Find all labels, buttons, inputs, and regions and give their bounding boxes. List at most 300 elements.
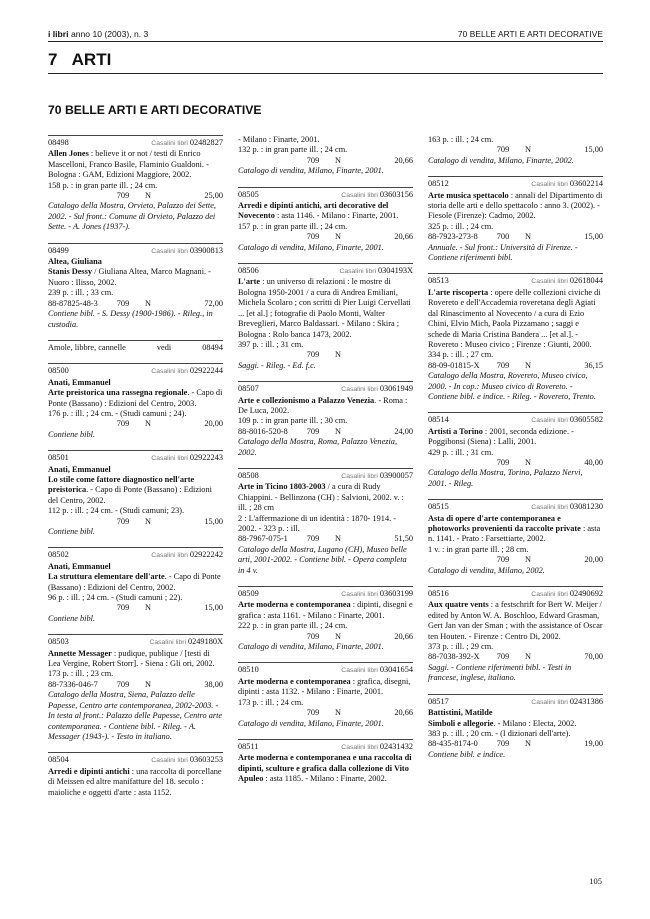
entry-text: 173 p. : ill. ; 24 cm. xyxy=(238,697,304,707)
entry-body xyxy=(238,277,413,350)
classification-line xyxy=(428,652,603,662)
casalini-label: Casalini libri xyxy=(151,757,188,765)
nationality-code: N xyxy=(335,350,341,360)
entry-body xyxy=(428,514,603,556)
entry-note: Catalogo della Mostra, Torino, Palazzo Nervi, 2001. - Rileg. xyxy=(428,468,583,488)
price: 40,00 xyxy=(584,457,603,467)
entry-body xyxy=(48,465,223,517)
entry-text: : grafica, disegni, dipinti : asta 1132. - Milano : Finarte, 2001. xyxy=(238,676,411,697)
chapter-rule xyxy=(48,73,603,74)
classification-line xyxy=(48,299,223,309)
entry-text: : una raccolta di porcellane di Meissen ed altre manifatture del 18. secolo : maioliche e oggetti d'arte : asta 1152. xyxy=(48,766,222,797)
cross-ref-vedi: vedi xyxy=(156,342,172,352)
casalini-id: 02490692 xyxy=(569,589,603,599)
entry-text: 163 p. : ill. ; 24 cm. xyxy=(428,135,494,144)
bibliographic-entry xyxy=(238,739,413,785)
entry-title: Lo stile come fattore diagnostico nell'arte preistorica xyxy=(48,474,195,495)
entry-number: 08505 xyxy=(238,189,259,199)
entry-number: 08498 xyxy=(48,138,69,147)
casalini-id: 03603253 xyxy=(189,755,223,765)
entry-number: 08501 xyxy=(48,453,69,463)
price: 20,66 xyxy=(394,155,413,165)
entry-text: : pudique, publique / [testi di Lea Vergine, Robert Storr]. - Siena : Gli ori, 2002. xyxy=(48,648,215,669)
cross-ref-term: Amole, libbre, cannelle xyxy=(48,342,126,352)
entry-text: : a festschrift for Bert W. Meijer / edited by Anton W. A. Boschloo, Edward Grasman, Gert Jan van der Sman ; with the assistance of Oscar ten Houten. - Firenze : Centro Di, 2002. xyxy=(428,600,603,641)
dewey-class: 709 xyxy=(116,603,130,613)
entry-note: Catalogo di vendita, Milano, Finarte, 2002. xyxy=(428,155,574,165)
bibliographic-entry xyxy=(48,363,223,440)
cross-ref-number: 08494 xyxy=(202,342,223,352)
price: 25,00 xyxy=(204,191,223,201)
entry-text: - Milano : Finarte, 2001. xyxy=(238,135,320,144)
isbn: 88-7923-273-8 xyxy=(428,232,478,242)
entry-header xyxy=(428,415,603,426)
bibliographic-entry xyxy=(48,547,223,624)
dewey-class: 709 xyxy=(306,232,320,242)
casalini-id: 0304193X xyxy=(377,266,413,276)
entry-text: 96 p. : ill. ; 24 cm. - (Studi camuni ; 22). xyxy=(48,593,183,603)
classification-line xyxy=(428,555,603,565)
entry-note: Catalogo della Mostra, Roma, Palazzo Venezia, 2002. xyxy=(238,437,398,457)
casalini-label: Casalini libri xyxy=(531,278,568,286)
casalini-ref xyxy=(151,366,223,377)
entry-number: 08512 xyxy=(428,179,449,189)
casalini-ref xyxy=(339,266,413,277)
entry-note: Catalogo di vendita, Milano, Finarte, 2001. xyxy=(238,166,384,176)
entry-header xyxy=(48,453,223,464)
dewey-class: 709 xyxy=(496,457,510,467)
entry-note: Contiene bibl. e indice. xyxy=(428,749,506,759)
bibliographic-entry xyxy=(428,499,603,576)
casalini-label: Casalini libri xyxy=(531,698,568,706)
dewey-class: 709 xyxy=(306,426,320,436)
entry-title: Arte musica spettacolo xyxy=(428,190,509,200)
entry-header xyxy=(48,550,223,561)
bibliographic-entry xyxy=(428,176,603,263)
casalini-ref xyxy=(341,665,413,676)
entry-title: Aux quatre vents xyxy=(428,600,489,610)
casalini-ref xyxy=(531,276,603,287)
entry-number: 08513 xyxy=(428,276,449,286)
classification-line xyxy=(428,458,603,468)
entry-text: : un universo di relazioni : le mostre di Bologna 1950-2001 / a cura di Andrea Emiliani, Michela Scolaro ; con scritti di Pier Luigi Cervellati ... [et al.] ; fotografie di Paolo Monti, Walter Breveglieri, Marco Baldassari. - Milano : Skira ; Bologna : Rolo banca 1473, 2002. xyxy=(238,277,411,339)
entry-text: 112 p. : ill. ; 24 cm. - (Studi camuni; 23). xyxy=(48,506,185,516)
classification-line xyxy=(238,156,413,166)
entry-number: 08509 xyxy=(238,589,259,599)
casalini-ref xyxy=(531,589,603,600)
dewey-class: 709 xyxy=(116,298,130,308)
casalini-label: Casalini libri xyxy=(531,591,568,599)
entry-title: Asta di opere d'arte contemporanea e photoworks provenienti da raccolte private xyxy=(428,513,581,533)
casalini-id: 03603156 xyxy=(379,189,413,199)
entry-body xyxy=(238,396,413,427)
price: 19,00 xyxy=(584,739,603,749)
nationality-code: N xyxy=(525,145,531,155)
casalini-label: Casalini libri xyxy=(149,639,187,647)
journal-info: i libri anno 10 (2003), n. 3 xyxy=(48,29,149,39)
dewey-class: 709 xyxy=(496,360,510,370)
entry-text: : dipinti, disegni e grafica : asta 1161. - Milano : Finarte, 2001. xyxy=(238,600,413,620)
entry-text: 383 p. : ill. ; 20 cm. - (I dizionari dell'arte). xyxy=(428,728,571,738)
entry-text: 325 p. : ill. ; 24 cm. xyxy=(428,221,494,231)
isbn: 88-87825-48-3 xyxy=(48,298,98,308)
dewey-class: 709 xyxy=(306,708,320,718)
price: 24,00 xyxy=(394,426,413,436)
entry-number: 08515 xyxy=(428,502,449,512)
entry-title: Anati, Emmanuel xyxy=(48,377,111,387)
bibliographic-entry xyxy=(238,263,413,371)
entry-title: Arte moderna e contemporanea e una raccolta di dipinti, sculture e grafica dalla collezione di Vito Apuleo xyxy=(238,753,412,784)
bibliographic-entry xyxy=(48,450,223,537)
entry-text: 1 v. : in gran parte ill. ; 28 cm. xyxy=(428,544,529,554)
casalini-label: Casalini libri xyxy=(341,386,378,394)
nationality-code: N xyxy=(145,516,151,526)
dewey-class: 709 xyxy=(306,350,320,360)
classification-line xyxy=(238,708,413,718)
casalini-ref xyxy=(531,415,603,426)
casalini-label: Casalini libri xyxy=(339,268,377,276)
entry-note: Saggi. - Rileg. - Ed. f.c. xyxy=(238,360,316,370)
entry-note: Contiene bibl. xyxy=(48,527,96,536)
entry-header xyxy=(238,742,413,753)
casalini-label: Casalini libri xyxy=(531,181,568,189)
entry-header xyxy=(238,665,413,676)
dewey-class: 709 xyxy=(496,652,510,662)
entry-number: 08504 xyxy=(48,755,69,765)
classification-line xyxy=(238,350,413,360)
entry-note: Catalogo di vendita, Milano, Finarte, 2001. xyxy=(238,242,384,252)
entry-title: Annette Messager xyxy=(48,648,112,658)
casalini-id: 03900813 xyxy=(189,245,223,255)
entry-body xyxy=(238,201,413,232)
header-rule xyxy=(48,41,603,42)
entry-title: Arte in Ticino 1803-2003 xyxy=(238,482,326,492)
nationality-code: N xyxy=(335,155,341,165)
casalini-ref xyxy=(151,246,223,257)
classification-line xyxy=(48,517,223,527)
entry-body xyxy=(48,378,223,420)
entry-note: Annuale. - Sul front.: Università di Firenze. - Contiene riferimenti bibl. xyxy=(428,242,578,263)
entry-note: Catalogo di vendita, Milano, Finarte, 2001. xyxy=(238,718,384,728)
entry-text: 373 p. : ill. ; 29 cm. xyxy=(428,642,494,652)
entry-header xyxy=(238,589,413,600)
entry-title: Artisti a Torino xyxy=(428,426,483,436)
isbn: 88-7967-075-1 xyxy=(238,534,288,544)
nationality-code: N xyxy=(145,679,151,689)
column-1 xyxy=(48,135,223,808)
casalini-ref xyxy=(341,471,413,482)
bibliographic-entry xyxy=(238,586,413,652)
entry-body xyxy=(238,135,413,156)
continued-entry xyxy=(428,135,603,166)
nationality-code: N xyxy=(335,426,341,436)
entry-number: 08500 xyxy=(48,366,69,376)
price: 15,00 xyxy=(204,516,223,526)
entry-text: 176 p. : ill. ; 24 cm. - (Studi camuni ; 24). xyxy=(48,408,187,418)
entry-title: Arredi e dipinti antichi, arti decorative del Novecento xyxy=(238,201,389,221)
entry-note: Saggi. - Contiene riferimenti bibl. - Testi in francese, inglese, italiano. xyxy=(428,662,572,683)
classification-line xyxy=(48,419,223,429)
nationality-code: N xyxy=(525,457,531,467)
entry-header xyxy=(48,755,223,766)
bibliographic-entry xyxy=(428,412,603,489)
dewey-class: 709 xyxy=(306,631,320,641)
entry-header xyxy=(238,471,413,482)
casalini-ref xyxy=(151,755,223,766)
casalini-ref xyxy=(531,502,603,513)
bibliographic-entry xyxy=(48,135,223,233)
classification-line xyxy=(428,145,603,155)
casalini-label: Casalini libri xyxy=(151,140,188,147)
casalini-id: 02618044 xyxy=(569,276,603,286)
entry-text: : annali del Dipartimento di storia delle arti e dello spettacolo : anno 3. (2002). - Fiesole (Firenze): Cadmo, 2002. xyxy=(428,190,603,221)
entry-title: Battistini, Matilde xyxy=(428,708,493,718)
isbn: 88-8016-520-8 xyxy=(238,426,288,436)
casalini-ref xyxy=(341,190,413,201)
entry-text: 2 : L'affermazione di un identità : 1870- 1914. - 2002. - 323 p. : ill. xyxy=(238,513,397,533)
entry-text: : asta n. 1141. - Prato : Farsettiarte, 2002. xyxy=(428,524,601,544)
entry-title: Anati, Emmanuel xyxy=(48,464,111,474)
casalini-label: Casalini libri xyxy=(341,472,378,480)
price: 51,50 xyxy=(394,534,413,544)
entry-title: Altea, Giuliana xyxy=(48,257,102,267)
isbn: 88-09-01815-X xyxy=(428,360,480,370)
entry-text: / a cura di Rudy Chiappini. - Bellinzona (CH) : Salvioni, 2002. v. : ill. ; 28 cm xyxy=(238,482,404,513)
entry-text: . - Capo di Ponte (Bassano) : Edizioni del Centro, 2003. xyxy=(48,388,223,408)
entry-number: 08510 xyxy=(238,665,259,675)
entry-number: 08499 xyxy=(48,245,69,255)
casalini-id: 0249180X xyxy=(187,637,223,647)
casalini-id: 02922242 xyxy=(189,550,223,560)
entry-text: : 2001, seconda edizione. - Poggibonsi (Siena) : Lalli, 2001. xyxy=(428,426,574,447)
casalini-id: 03603199 xyxy=(379,589,413,599)
dewey-class: 709 xyxy=(306,155,320,165)
entry-title: Arredi e dipinti antichi xyxy=(48,766,130,776)
entry-note: Catalogo della Mostra, Orvieto, Palazzo dei Sette, 2002. - Sul front.: Comune di Orvieto, Palazzo dei Sette. - A. Jones (1937-). xyxy=(48,201,216,232)
classification-line xyxy=(48,191,223,201)
classification-line xyxy=(428,361,603,371)
nationality-code: N xyxy=(145,298,151,308)
casalini-label: Casalini libri xyxy=(151,455,188,463)
nationality-code: N xyxy=(525,739,531,749)
entry-number: 08503 xyxy=(48,637,69,647)
entry-body xyxy=(238,600,413,631)
entry-text: . - Milano : Electa, 2002. xyxy=(493,718,577,728)
casalini-id: 03605582 xyxy=(569,415,603,425)
entry-body xyxy=(428,288,603,361)
casalini-label: Casalini libri xyxy=(151,552,188,560)
entry-body xyxy=(428,191,603,233)
entry-note: Catalogo di vendita, Milano, 2002. xyxy=(428,565,545,575)
classification-line xyxy=(48,680,223,690)
entry-body xyxy=(428,600,603,652)
nationality-code: N xyxy=(335,534,341,544)
nationality-code: N xyxy=(335,631,341,641)
entry-header xyxy=(48,138,223,149)
dewey-class: 709 xyxy=(116,191,130,201)
entry-title: Simboli e allegorie xyxy=(428,718,494,728)
entry-text: 109 p. : in gran parte ill. ; 30 cm. xyxy=(238,416,348,426)
price: 15,00 xyxy=(204,603,223,613)
nationality-code: N xyxy=(525,360,531,370)
casalini-ref xyxy=(341,589,413,600)
entry-text: . - Roma : De Luca, 2002. xyxy=(238,395,408,415)
entry-number: 08516 xyxy=(428,589,449,599)
casalini-ref xyxy=(151,550,223,561)
classification-line xyxy=(238,632,413,642)
entry-number: 08506 xyxy=(238,266,259,276)
casalini-id: 02922243 xyxy=(189,453,223,463)
entry-body xyxy=(428,427,603,458)
casalini-id: 03041654 xyxy=(379,665,413,675)
entry-title: Arte moderna e contemporanea xyxy=(238,676,351,686)
section-header: 70 BELLE ARTI E ARTI DECORATIVE xyxy=(457,29,603,39)
casalini-ref xyxy=(341,742,413,753)
casalini-label: Casalini libri xyxy=(151,247,188,255)
entry-text: : asta 1146. - Milano : Finarte, 2001. xyxy=(274,211,399,221)
price: 20,66 xyxy=(394,631,413,641)
nationality-code: N xyxy=(525,652,531,662)
casalini-ref xyxy=(341,384,413,395)
nationality-code: N xyxy=(145,191,151,201)
bibliographic-entry xyxy=(428,273,603,402)
entry-body xyxy=(48,257,223,299)
dewey-class: 709 xyxy=(116,679,130,689)
entry-body xyxy=(48,149,223,191)
entry-text: 222 p. : in gran parte ill. ; 24 cm. xyxy=(238,621,348,631)
nationality-code: N xyxy=(145,603,151,613)
entry-note: Contiene bibl. - S. Dessy (1900-1986). - Rileg., in custodia. xyxy=(48,309,213,329)
price: 70,00 xyxy=(584,652,603,662)
nationality-code: N xyxy=(335,708,341,718)
entry-body xyxy=(48,767,223,798)
classification-line xyxy=(48,603,223,613)
dewey-class: 709 xyxy=(496,555,510,565)
entry-note: Catalogo della Mostra, Rovereto, Museo civico, 2000. - In cop.: Museo civico di Rovereto. - Contiene bibl. e indice. - Rileg. - Rovereto, Trento. xyxy=(428,371,596,401)
entry-header xyxy=(428,697,603,708)
entry-note: Contiene bibl. xyxy=(48,429,96,439)
entry-title: Anati, Emmanuel xyxy=(48,561,111,571)
price: 20,66 xyxy=(394,708,413,718)
entry-text: 158 p. : in gran parte ill. ; 24 cm. xyxy=(48,180,158,190)
bibliographic-entry xyxy=(428,586,603,684)
bibliographic-entry xyxy=(48,752,223,798)
entry-text: . - Capo di Ponte (Bassano) : Edizioni del Centro, 2002. xyxy=(48,485,212,505)
casalini-label: Casalini libri xyxy=(341,743,378,751)
entry-title: Arte preistorica una rassegna regionale xyxy=(48,388,188,398)
entry-text: 334 p. : ill. ; 27 cm. xyxy=(428,350,494,360)
entry-body xyxy=(428,708,603,739)
price: 20,00 xyxy=(584,555,603,565)
bibliographic-entry xyxy=(238,187,413,253)
continued-entry xyxy=(238,135,413,177)
price: 38,00 xyxy=(204,679,223,689)
casalini-label: Casalini libri xyxy=(341,591,378,599)
casalini-id: 03900057 xyxy=(379,470,413,480)
entry-note: Catalogo di vendita, Milano, Finarte, 2001. xyxy=(238,642,384,652)
price: 15,00 xyxy=(584,145,603,155)
classification-line xyxy=(238,232,413,242)
entry-header xyxy=(48,366,223,377)
casalini-id: 03602214 xyxy=(569,179,603,189)
casalini-ref xyxy=(149,637,223,648)
classification-line xyxy=(238,534,413,544)
bibliographic-entry xyxy=(238,662,413,728)
entry-number: 08517 xyxy=(428,696,449,706)
entry-title: Arte e collezionismo a Palazzo Venezia xyxy=(238,395,375,405)
dewey-class: 709 xyxy=(306,534,320,544)
bibliographic-entry xyxy=(48,634,223,742)
classification-line xyxy=(428,739,603,749)
price: 15,00 xyxy=(584,232,603,242)
entry-header xyxy=(428,276,603,287)
dewey-class: 709 xyxy=(496,145,510,155)
casalini-label: Casalini libri xyxy=(151,368,188,376)
entry-note: Contiene bibl. xyxy=(48,613,96,623)
entry-text: 239 p. : ill. ; 33 cm. xyxy=(48,288,114,298)
casalini-id: 02431432 xyxy=(379,741,413,751)
entry-body xyxy=(428,135,603,145)
entry-text: : believe it or not / testi di Enrico Mascelloni, Franco Basile, Flaminio Gualdoni. - Bologna : GAM, Edizioni Maggiore, 2002. xyxy=(48,149,209,180)
nationality-code: N xyxy=(145,419,151,429)
page-number: 105 xyxy=(589,876,602,886)
entry-text: 397 p. : ill. ; 31 cm. xyxy=(238,339,304,349)
casalini-id: 02482827 xyxy=(189,138,223,147)
nationality-code: N xyxy=(335,232,341,242)
price: 72,00 xyxy=(204,298,223,308)
entry-title: L'arte xyxy=(238,277,261,287)
entry-text: 173 p. : ill. ; 23 cm. xyxy=(48,669,114,679)
casalini-ref xyxy=(151,453,223,464)
running-header xyxy=(48,29,603,41)
entry-number: 08511 xyxy=(238,741,259,751)
entry-body xyxy=(238,753,413,784)
casalini-ref xyxy=(151,138,223,149)
isbn: 88-435-8174-0 xyxy=(428,739,478,749)
entry-number: 08502 xyxy=(48,550,69,560)
entry-body xyxy=(48,649,223,680)
entry-number: 08508 xyxy=(238,470,259,480)
bibliographic-entry xyxy=(238,381,413,458)
entry-number: 08507 xyxy=(238,384,259,394)
entry-text: 429 p. : ill. ; 31 cm. xyxy=(428,447,494,457)
bibliographic-entry xyxy=(428,694,603,760)
classification-line xyxy=(428,232,603,242)
price: 20,00 xyxy=(204,419,223,429)
isbn: 88-7336-046-7 xyxy=(48,679,98,689)
entry-number: 08514 xyxy=(428,415,449,425)
dewey-class: 709 xyxy=(116,516,130,526)
entry-body xyxy=(238,482,413,534)
casalini-id: 02431386 xyxy=(569,696,603,706)
chapter-heading: 7 ARTI xyxy=(48,50,112,69)
casalini-id: 02922244 xyxy=(189,366,223,376)
column-2 xyxy=(238,135,413,795)
bibliographic-entry xyxy=(48,243,223,330)
casalini-id: 03061949 xyxy=(379,384,413,394)
casalini-label: Casalini libri xyxy=(341,667,378,675)
entry-header xyxy=(48,637,223,648)
casalini-label: Casalini libri xyxy=(531,417,568,425)
entry-body xyxy=(238,677,413,708)
entry-text: / Giuliana Altea, Marco Magnani. - Nuoro : Ilisso, 2002. xyxy=(48,267,211,287)
price: 36,15 xyxy=(584,360,603,370)
entry-text: 157 p. : in gran parte ill. ; 24 cm. xyxy=(238,221,348,231)
entry-text: . - Capo di Ponte (Bassano) : Edizioni del Centro, 2002. xyxy=(48,572,221,592)
entry-title: La struttura elementare dell'arte xyxy=(48,572,165,582)
classification-line xyxy=(238,427,413,437)
entry-title: L'arte riscoperta xyxy=(428,287,489,297)
